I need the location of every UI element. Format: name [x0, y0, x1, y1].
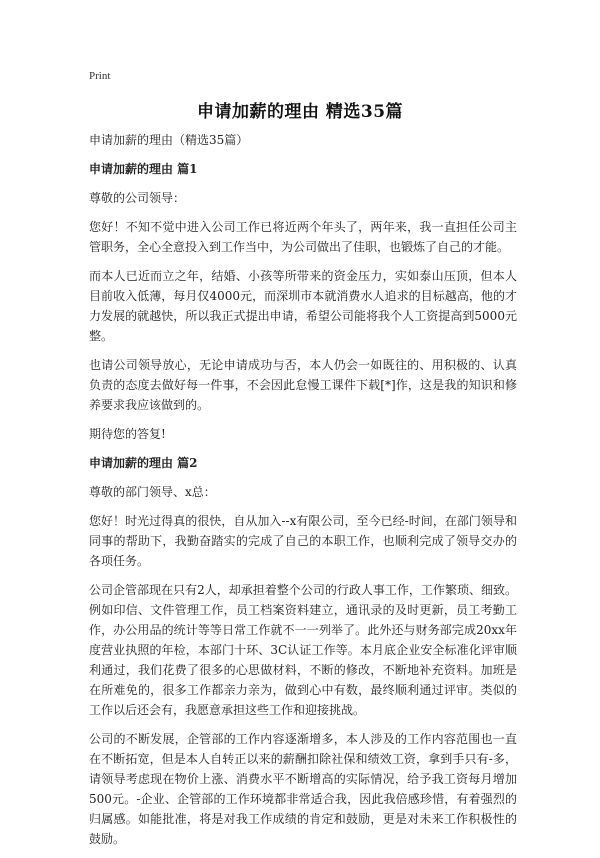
salutation: 尊敬的部门领导、x总： — [89, 485, 216, 499]
closing-line: 期待您的答复! — [89, 427, 166, 441]
document-subtitle: 申请加薪的理由（精选35篇） — [89, 133, 249, 147]
salutation: 尊敬的公司领导： — [89, 191, 186, 205]
body-paragraph: 公司企管部现在只有2人，却承担着整个公司的行政人事工作，工作繁琐、细致。例如印信、文件管理工作，员工档案资料建立，通讯录的及时更新，员工考勤工作，办公用品的统计等等日常工作就不一一列举了。此外还与财务部完成20xx年度营业执照的年检，本部门十环、3C认证工作等。本月底企业安全标准化评审顺利通过，我们花费了很多的心思做材料，不断的修改，不断地补充资料。加班是在所难免的，很多工作都亲力亲为，做到心中有数，最终顺利通过评审。类似的工作以后还会有，我愿意承担这些工作和迎接挑战。 — [89, 583, 517, 717]
document-body — [89, 130, 517, 858]
page-title: 申请加薪的理由 精选35篇 — [196, 102, 404, 122]
body-paragraph: 也请公司领导放心，无论申请成功与否，本人仍会一如既往的、用积极的、认真负责的态度去做好每一件事，不会因此怠慢工课件下载[*]作，这是我的知识和修养要求我应该做到的。 — [89, 358, 517, 412]
section-heading: 申请加薪的理由 篇1 — [89, 162, 198, 176]
body-paragraph: 而本人已近而立之年，结婚、小孩等所带来的资金压力，实如泰山压顶，但本人目前收入低薄，每月仅4000元，而深圳市本就消费水人追求的目标越高，他的才力发展的就越快，所以我正式提出申请，希望公司能将我个人工资提高到5000元整。 — [89, 269, 517, 343]
body-paragraph: 您好！不知不觉中进入公司工作已将近两个年头了，两年来，我一直担任公司主管职务，全心全意投入到工作当中，为公司做出了佳职，也锻炼了自己的才能。 — [89, 220, 517, 254]
body-paragraph: 公司的不断发展，企管部的工作内容逐渐增多，本人涉及的工作内容范围也一直在不断拓宽，但是本人自转正以来的薪酬扣除社保和绩效工资，拿到手只有-多，请领导考虑现在物价上涨、消费水平不断增高的实际情况，给予我工资每月增加500元。-企业、企管部的工作环境都非常适合我，因此我倍感珍惜，有着强烈的归属感。如能批准，将是对我工作成绩的肯定和鼓励，更是对未来工作积极性的鼓励。 — [89, 732, 517, 846]
print-label: Print — [89, 70, 111, 82]
section-heading: 申请加薪的理由 篇2 — [89, 456, 198, 470]
body-paragraph: 您好！时光过得真的很快，自从加入--x有限公司，至今已经-时间，在部门领导和同事的帮助下，我勤奋踏实的完成了自己的本职工作，也顺利完成了领导交办的各项任务。 — [89, 514, 517, 568]
